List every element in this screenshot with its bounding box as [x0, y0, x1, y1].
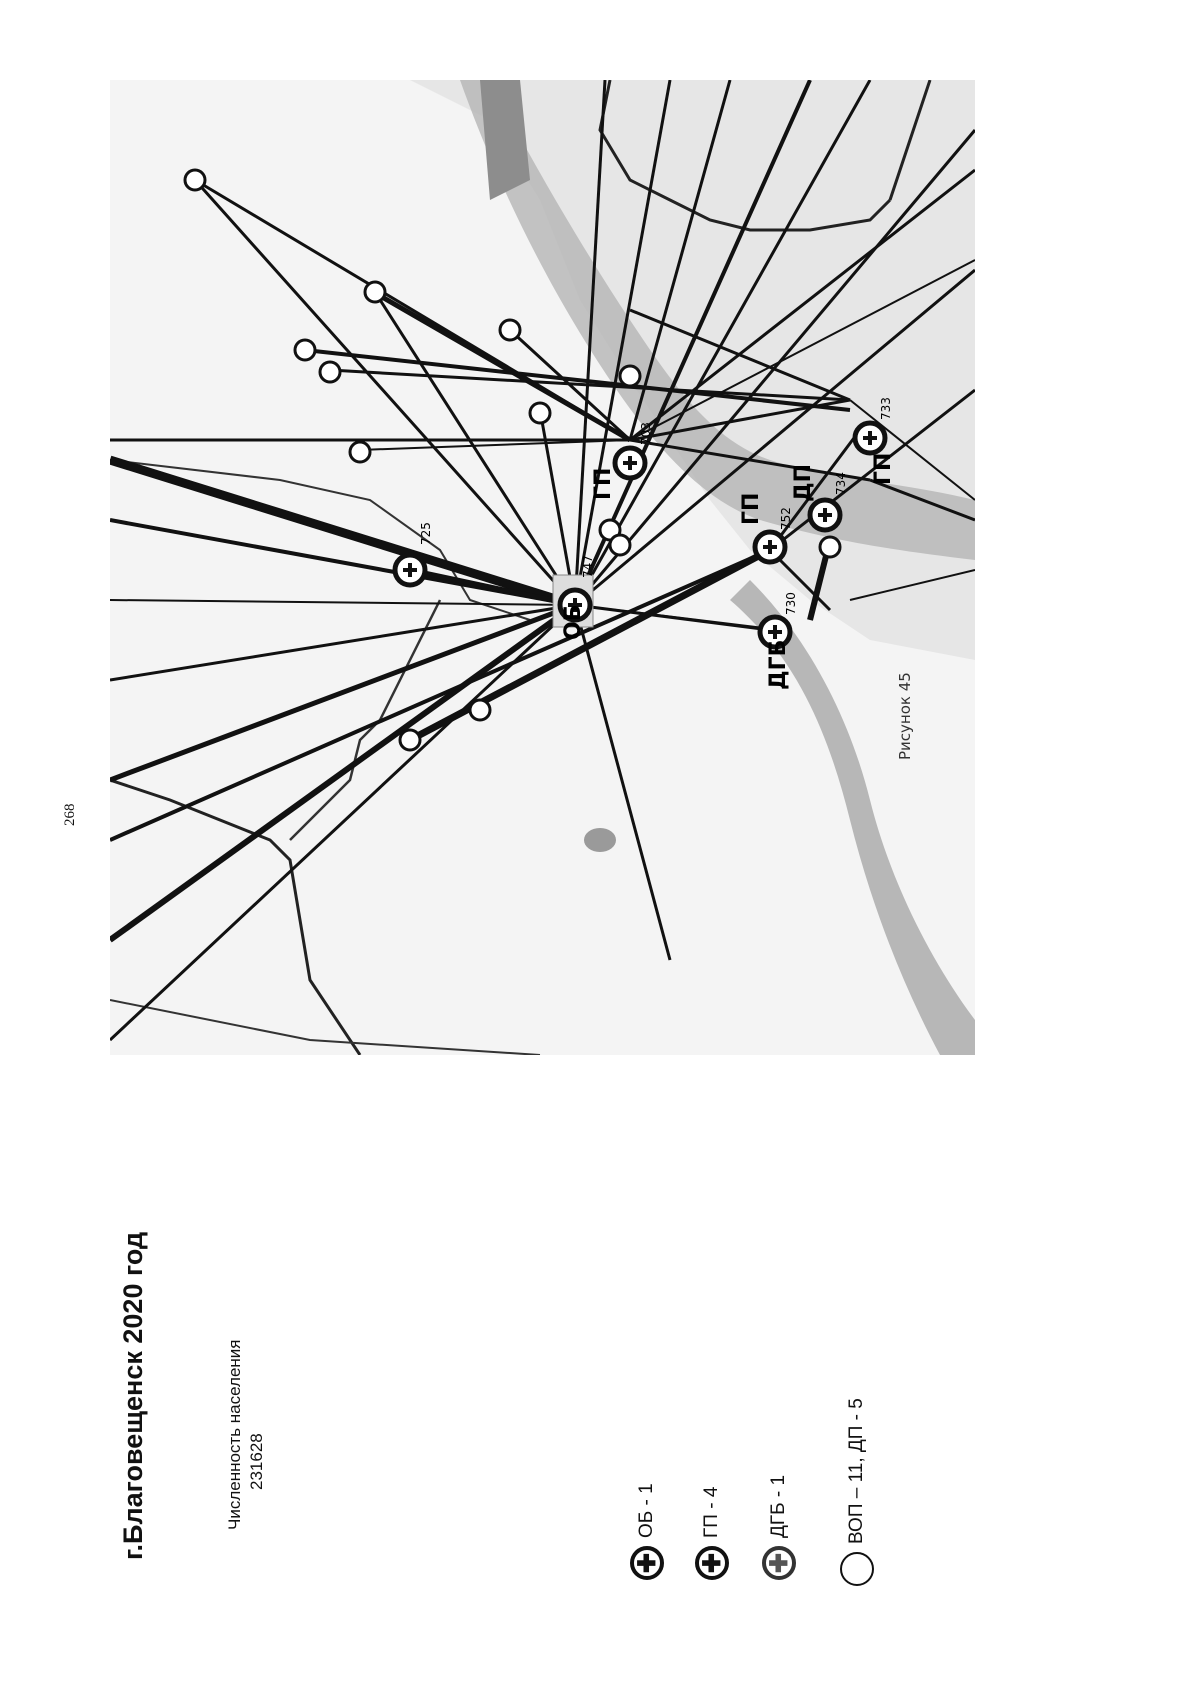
legend-item-ob — [630, 1483, 664, 1580]
label-gp-2: ГП — [739, 492, 764, 525]
map-title: г.Благовещенск 2020 год — [118, 1231, 148, 1560]
cross-circle-dim-icon: ✚ — [762, 1546, 796, 1580]
small-marker — [820, 537, 840, 557]
legend-item-gp — [695, 1487, 729, 1580]
facility-gp-733 — [855, 423, 885, 453]
small-marker — [530, 403, 550, 423]
small-marker — [365, 282, 385, 302]
label-734: 734 — [834, 472, 848, 495]
label-725: 725 — [419, 522, 433, 545]
lake — [584, 828, 616, 852]
small-marker — [350, 442, 370, 462]
label-747: 747 — [581, 555, 595, 578]
cross-circle-bold-icon: ✚ — [630, 1546, 664, 1580]
label-ob: ОБ — [561, 604, 586, 640]
label-733: 733 — [879, 397, 893, 420]
small-marker — [400, 730, 420, 750]
small-marker — [500, 320, 520, 340]
small-marker — [295, 340, 315, 360]
map-figure — [110, 80, 975, 1055]
small-marker — [610, 535, 630, 555]
label-dp: ДП — [791, 463, 816, 502]
facility-dp-734 — [810, 500, 840, 530]
small-marker — [320, 362, 340, 382]
label-gp-3: ГП — [871, 452, 896, 485]
label-752: 752 — [779, 507, 793, 530]
population-label: Численность населения — [225, 1339, 244, 1530]
label-gp-1: ГП — [591, 467, 616, 500]
label-703: 703 — [639, 422, 653, 445]
legend-item-vop — [840, 1398, 874, 1586]
facility-gp-703 — [615, 448, 645, 478]
legend-label-gp: ГП - 4 — [701, 1486, 722, 1538]
small-marker — [470, 700, 490, 720]
map-caption: Рисунок 45 — [896, 672, 914, 760]
map-canvas — [110, 80, 975, 1055]
legend-item-dgb — [762, 1475, 796, 1580]
legend-label-dgb: ДГБ - 1 — [768, 1474, 789, 1538]
legend-label-vop: ВОП – 11, ДП - 5 — [846, 1398, 867, 1544]
small-marker — [185, 170, 205, 190]
cross-circle-bold-icon: ✚ — [695, 1546, 729, 1580]
label-730: 730 — [784, 592, 798, 615]
label-dgb: ДГБ — [766, 639, 791, 690]
small-marker — [620, 366, 640, 386]
facility-752 — [755, 532, 785, 562]
facility-725 — [395, 555, 425, 585]
legend-label-ob: ОБ - 1 — [636, 1483, 657, 1538]
empty-circle-icon — [840, 1552, 874, 1586]
page-number: 268 — [62, 803, 78, 826]
population-value: 231628 — [247, 1433, 266, 1490]
